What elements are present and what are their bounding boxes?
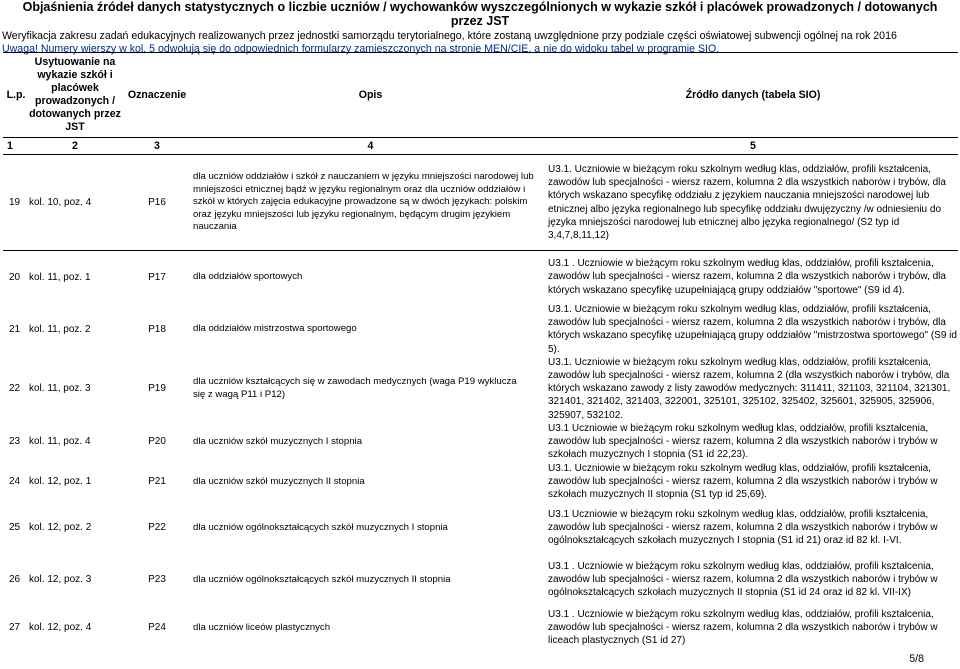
table-row — [3, 554, 958, 606]
subtitle: Weryfikacja zakresu zadań edukacyjnych realizowanych przez jednostki samorządu terytorialnego, które zostaną uwzględnione przy podziale części oświatowej subwencji ogólnej na rok 2016 — [2, 30, 897, 42]
row-code: P19 — [148, 383, 166, 395]
row-source: U3.1 . Uczniowie w bieżącym roku szkolnym według klas, oddziałów, profili kształcenia, zawodów lub specjalności - wiersz razem, kolumna 2 dla wszystkich naborów i trybów w ogólnokształcących szkołach muzycznych II stopnia (S1 id 24 oraz id 82 kl. VII-IX) — [548, 561, 938, 599]
row-code: P17 — [148, 271, 166, 283]
title-line-2: przez JST — [450, 14, 510, 28]
col-header-lp: L.p. — [3, 53, 29, 138]
row-position: kol. 11, poz. 4 — [29, 436, 91, 448]
column-number: 1 — [3, 138, 29, 155]
row-position: kol. 11, poz. 3 — [29, 383, 91, 395]
table-row — [3, 251, 958, 304]
column-number-row — [3, 138, 958, 155]
row-code: P18 — [148, 323, 166, 335]
row-lp: 25 — [9, 522, 21, 534]
row-description: dla uczniów oddziałów i szkół z nauczaniem w języku mniejszości narodowej lub mniejszości etnicznej bądź w języku regionalnym oraz dla uczniów oddziałów i szkół w których zajęcia edukacyjne prowadzone są w dwóch językach: polskim oraz języku mniejszości lub języku regionalnym, będącym drugim językiem nauczania — [193, 155, 548, 251]
row-description: dla uczniów szkół muzycznych II stopnia — [193, 475, 365, 487]
row-source: U3.1 Uczniowie w bieżącym roku szkolnym według klas, oddziałów, profili kształcenia, zawodów lub specjalności - wiersz razem, kolumna 2 dla wszystkich naborów i trybów w szkołach muzycznych I stopnia (S1 id 22,23). — [548, 423, 938, 461]
row-lp: 27 — [9, 622, 21, 634]
row-position: kol. 11, poz. 2 — [29, 323, 91, 335]
row-description: dla oddziałów sportowych — [193, 270, 303, 282]
sources-table — [3, 52, 958, 650]
table-row — [3, 303, 958, 356]
row-source: U3.1. Uczniowie w bieżącym roku szkolnym według klas, oddziałów, profili kształcenia, zawodów lub specjalności - wiersz razem, kolumna 2 dla wszystkich naborów i trybów, dla których wskazano specyfikę uzupełniającą grupy oddziałów "mistrzostwa sportowego" (S9 id 5). — [548, 304, 957, 355]
table-row — [3, 606, 958, 650]
row-lp: 26 — [9, 574, 21, 586]
row-position: kol. 12, poz. 2 — [29, 522, 92, 534]
column-number: 5 — [548, 138, 958, 155]
page-number: 5/8 — [909, 653, 924, 665]
table-row — [3, 155, 958, 251]
row-description: dla uczniów ogólnokształcących szkół muzycznych I stopnia — [193, 521, 448, 533]
row-description: dla oddziałów mistrzostwa sportowego — [193, 323, 357, 335]
note: Uwaga! Numery wierszy w kol. 5 odwołują się do odpowiednich formularzy zamieszczonych na stronie MEN/CIE, a nie do widoku tabel w programie SIO. — [2, 43, 720, 55]
row-lp: 21 — [9, 323, 21, 335]
row-code: P24 — [148, 622, 166, 634]
document-title — [0, 0, 960, 28]
row-description: dla uczniów liceów plastycznych — [193, 621, 331, 633]
col-header-zrodlo: Źródło danych (tabela SIO) — [548, 53, 958, 138]
row-code: P22 — [148, 522, 166, 534]
column-number: 3 — [121, 138, 193, 155]
row-description: dla uczniów kształcących się w zawodach medycznych (waga P19 wyklucza się z wagą P11 i P12) — [193, 376, 517, 400]
col-header-opis: Opis — [193, 53, 548, 138]
row-lp: 19 — [3, 155, 29, 251]
col-header-oznaczenie: Oznaczenie — [121, 53, 193, 138]
col-header-usytuowanie: Usytuowanie na wykazie szkół i placówek prowadzonych / dotowanych przez JST — [29, 53, 121, 138]
header-row — [3, 53, 958, 138]
row-position: kol. 11, poz. 1 — [29, 271, 91, 283]
row-code: P20 — [148, 436, 166, 448]
row-source: U3.1. Uczniowie w bieżącym roku szkolnym według klas, oddziałów, profili kształcenia, zawodów lub specjalności - wiersz razem, kolumna 2 dla wszystkich naborów i trybów, dla których wskazano specyfikę oddziału z językiem nauczania mniejszości narodowej lub etnicznej albo języka regionalnego lub specyfikę oddziału dwujęzyczny /w odniesieniu do języka mniejszości narodowej lub etnicznej albo języka regionalnego/ (S2 typ id 3,4,7,8,11,12) — [548, 155, 958, 251]
row-description: dla uczniów szkół muzycznych I stopnia — [193, 435, 363, 447]
column-number: 2 — [29, 138, 121, 155]
row-source: U3.1. Uczniowie w bieżącym roku szkolnym według klas, oddziałów, profili kształcenia, zawodów lub specjalności - wiersz razem, kolumna 2 dla wszystkich naborów i trybów w szkołach muzycznych II stopnia (S1 typ id 25,69). — [548, 463, 938, 501]
row-source: U3.1 . Uczniowie w bieżącym roku szkolnym według klas, oddziałów, profili kształcenia, zawodów lub specjalności - wiersz razem, kolumna 2 dla wszystkich naborów i trybów w liceach plastycznych (S1 id 27) — [548, 609, 938, 647]
table-row — [3, 356, 958, 422]
table-row — [3, 462, 958, 502]
row-source: U3.1 . Uczniowie w bieżącym roku szkolnym według klas, oddziałów, profili kształcenia, zawodów lub specjalności - wiersz razem, kolumna 2 dla wszystkich naborów i trybów, dla których wskazano specyfikę uzupełniającą grupy oddziałów "sportowe" (S9 id 4). — [548, 258, 946, 296]
row-position: kol. 12, poz. 3 — [29, 574, 92, 586]
row-position: kol. 12, poz. 1 — [29, 476, 92, 488]
row-code: P21 — [148, 476, 166, 488]
column-number: 4 — [193, 138, 548, 155]
row-lp: 23 — [9, 436, 21, 448]
title-line-1: Objaśnienia źródeł danych statystycznych o liczbie uczniów / wychowanków wyszczególnionych w wykazie szkół i placówek prowadzonych / dotowanych — [22, 0, 938, 14]
row-position: kol. 12, poz. 4 — [29, 622, 92, 634]
row-code: P16 — [121, 155, 193, 251]
table-row — [3, 502, 958, 554]
row-source: U3.1 Uczniowie w bieżącym roku szkolnym według klas, oddziałów, profili kształcenia, zawodów lub specjalności - wiersz razem, kolumna 2 dla wszystkich naborów i trybów w ogólnokształcących szkołach muzycznych I stopnia (S1 id 21) oraz id 82 kl. I-VI. — [548, 509, 938, 547]
row-position: kol. 10, poz. 4 — [29, 155, 121, 251]
row-code: P23 — [148, 574, 166, 586]
row-lp: 24 — [9, 476, 21, 488]
row-source: U3.1. Uczniowie w bieżącym roku szkolnym według klas, oddziałów, profili kształcenia, zawodów lub specjalności - wiersz razem, kolumna 2 (dla wszystkich naborów i trybów, dla których wskazano zawody z listy zawodów medycznych: 311411, 321103, 321104, 321301, 321401, 321402, 321403, 322001, 325101, 325102, 325402, 325601, 325905, 325906, 325907, 532102. — [548, 356, 951, 421]
row-description: dla uczniów ogólnokształcących szkół muzycznych II stopnia — [193, 573, 451, 585]
row-lp: 20 — [9, 271, 21, 283]
table-row — [3, 422, 958, 462]
row-lp: 22 — [9, 383, 21, 395]
